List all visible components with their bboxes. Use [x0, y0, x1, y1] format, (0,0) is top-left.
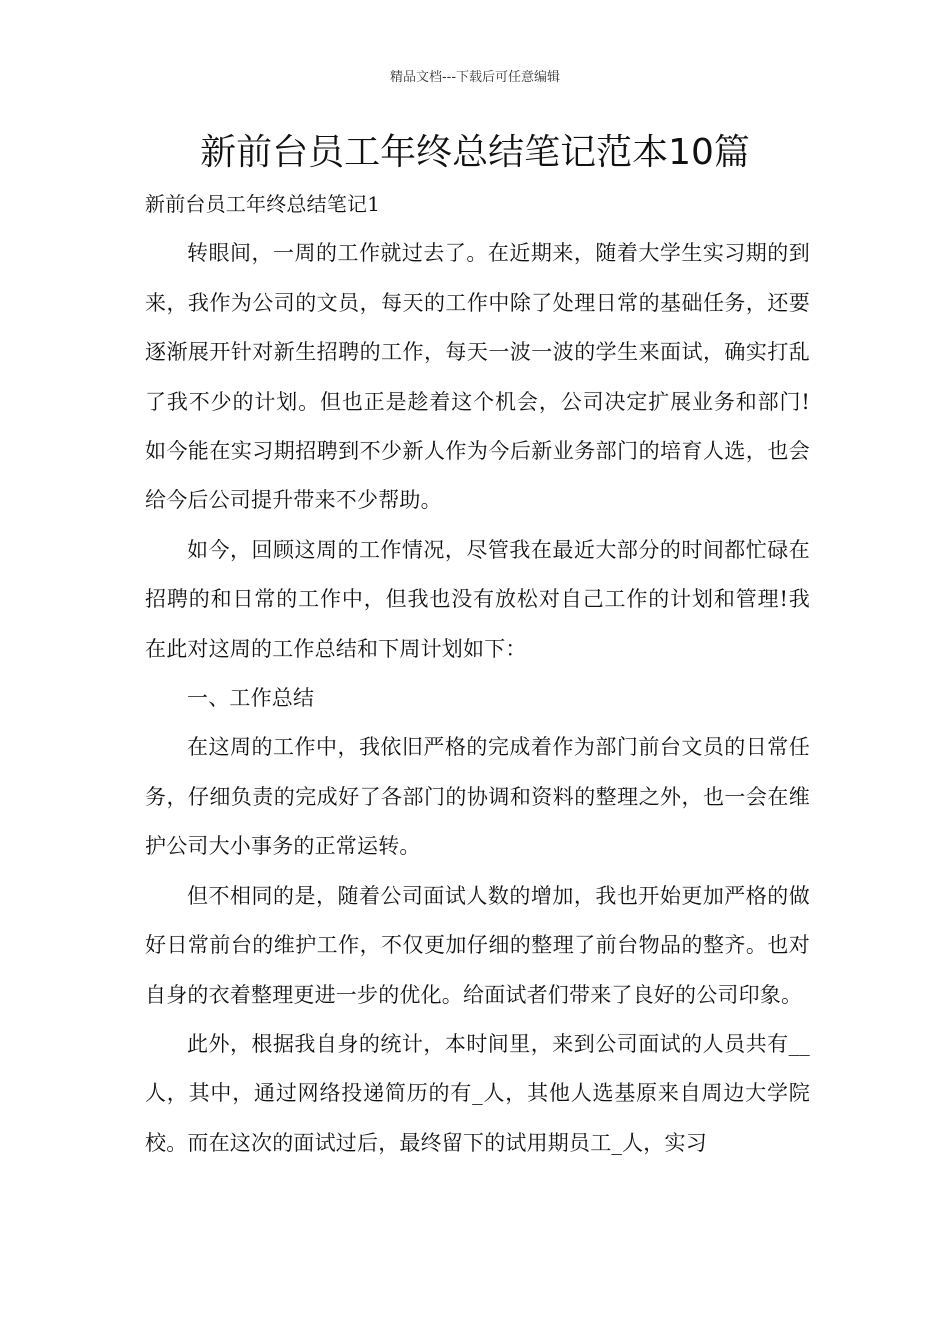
section-heading: 一、工作总结: [187, 686, 315, 711]
paragraph: 但不相同的是，随着公司面试人数的增加，我也开始更加严格的做好日常前台的维护工作，不仅更加仔细的整理了前台物品的整齐。也对自身的衣着整理更进一步的优化。给面试者们带来了良好的公司印象。: [145, 883, 810, 1007]
paragraph: 如今，回顾这周的工作情况，尽管我在最近大部分的时间都忙碌在招聘的和日常的工作中，但我也没有放松对自己工作的计划和管理!我在此对这周的工作总结和下周计划如下：: [145, 537, 810, 661]
document-body: [145, 180, 810, 1168]
paragraph: 此外，根据我自身的统计，本时间里，来到公司面试的人员共有__人，其中，通过网络投递简历的有_人，其他人选基原来自周边大学院校。而在这次的面试过后，最终留下的试用期员工_人，实习: [145, 1031, 810, 1155]
document-title: 新前台员工年终总结笔记范本10篇: [200, 132, 750, 173]
paragraph: 在这周的工作中，我依旧严格的完成着作为部门前台文员的日常任务，仔细负责的完成好了各部门的协调和资料的整理之外，也一会在维护公司大小事务的正常运转。: [145, 735, 810, 859]
header-note: 精品文档---下载后可任意编辑: [389, 70, 561, 85]
section-title: 新前台员工年终总结笔记1: [145, 192, 381, 216]
paragraph: 转眼间，一周的工作就过去了。在近期来，随着大学生实习期的到来，我作为公司的文员，每天的工作中除了处理日常的基础任务，还要逐渐展开针对新生招聘的工作，每天一波一波的学生来面试，确实打乱了我不少的计划。但也正是趁着这个机会，公司决定扩展业务和部门!如今能在实习期招聘到不少新人作为今后新业务部门的培育人选，也会给今后公司提升带来不少帮助。: [145, 241, 810, 513]
